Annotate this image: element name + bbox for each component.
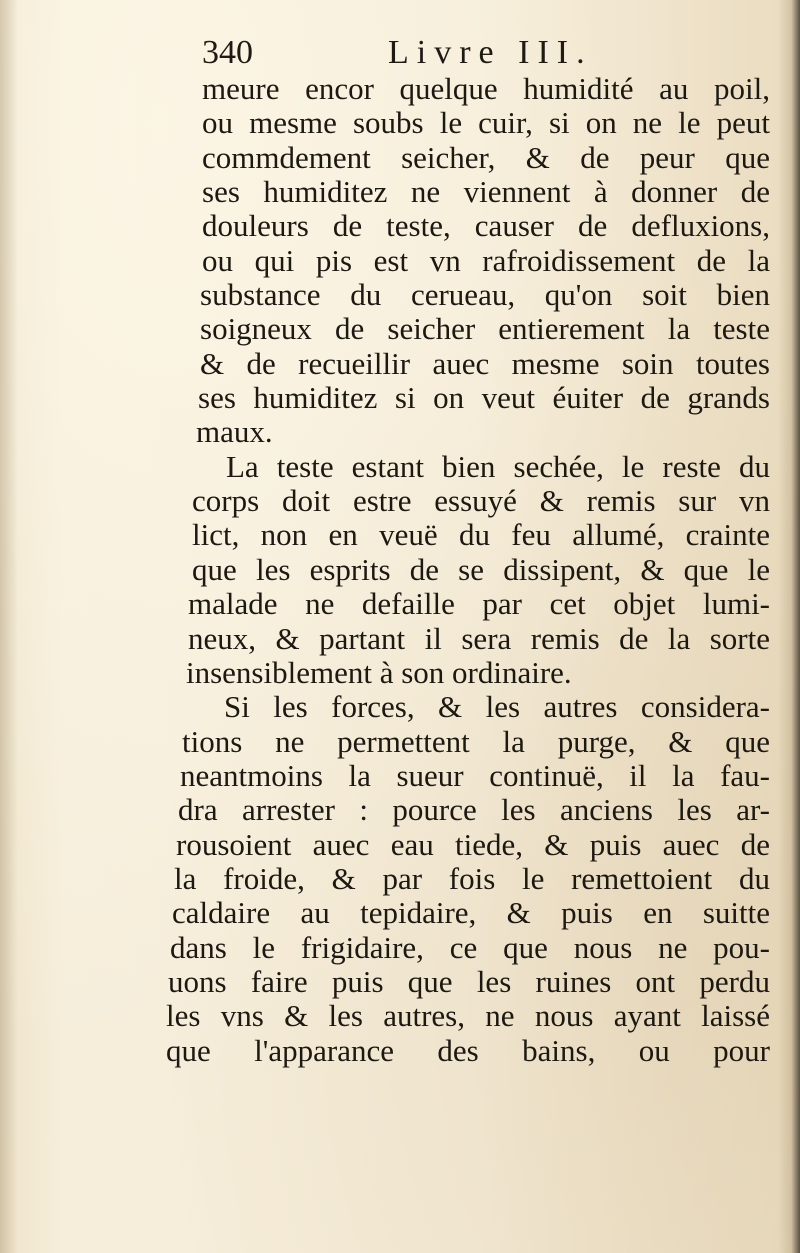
text-line: ou mesme soubs le cuir, si on ne le peut — [202, 105, 770, 141]
text-line: dra arrester : pource les anciens les ar- — [178, 792, 770, 828]
text-line: que l'apparance des bains, ou pour — [166, 1032, 770, 1068]
text-line: que les esprits de se dissipent, & que le — [192, 551, 770, 587]
running-head — [202, 28, 642, 74]
text-line: neantmoins la sueur continuë, il la fau- — [180, 757, 770, 793]
body-text — [166, 72, 770, 1068]
text-line: ses humiditez si on veut éuiter de grands — [198, 380, 770, 416]
page-gutter-shadow — [0, 0, 18, 1253]
text-line: substance du cerueau, qu'on soit bien — [200, 277, 770, 313]
text-line: ou qui pis est vn rafroidissement de la — [202, 242, 770, 278]
text-line: La teste estant bien sechée, le reste du — [226, 448, 770, 484]
text-line: insensiblement à son ordinaire. — [186, 654, 572, 690]
text-line: maux. — [196, 414, 273, 450]
page-number: 340 — [202, 34, 253, 71]
text-line: caldaire au tepidaire, & puis en suitte — [172, 895, 770, 931]
text-line: dans le frigidaire, ce que nous ne pou- — [170, 929, 770, 965]
page-edge-shadow — [778, 0, 800, 1253]
text-line: malade ne defaille par cet objet lumi- — [188, 586, 770, 622]
text-line: Si les forces, & les autres considera- — [224, 689, 770, 725]
text-line: & de recueillir auec mesme soin toutes — [200, 345, 770, 381]
text-line: corps doit estre essuyé & remis sur vn — [192, 483, 770, 519]
text-line: tions ne permettent la purge, & que — [182, 723, 770, 759]
text-line: ses humiditez ne viennent à donner de — [202, 174, 770, 210]
text-line: uons faire puis que les ruines ont perdu — [168, 963, 770, 999]
text-line: douleurs de teste, causer de defluxions, — [202, 208, 770, 244]
text-line: les vns & les autres, ne nous ayant laissé — [166, 998, 770, 1034]
book-title: Livre III. — [388, 34, 593, 71]
text-line: rousoient auec eau tiede, & puis auec de — [176, 826, 770, 862]
text-line: commdement seicher, & de peur que — [202, 139, 770, 175]
text-line: lict, non en veuë du feu allumé, crainte — [192, 517, 770, 553]
text-line: neux, & partant il sera remis de la sorte — [188, 620, 770, 656]
text-line: la froide, & par fois le remettoient du — [174, 860, 770, 896]
text-line: meure encor quelque humidité au poil, — [202, 71, 770, 106]
text-line: soigneux de seicher entierement la teste — [200, 311, 770, 347]
